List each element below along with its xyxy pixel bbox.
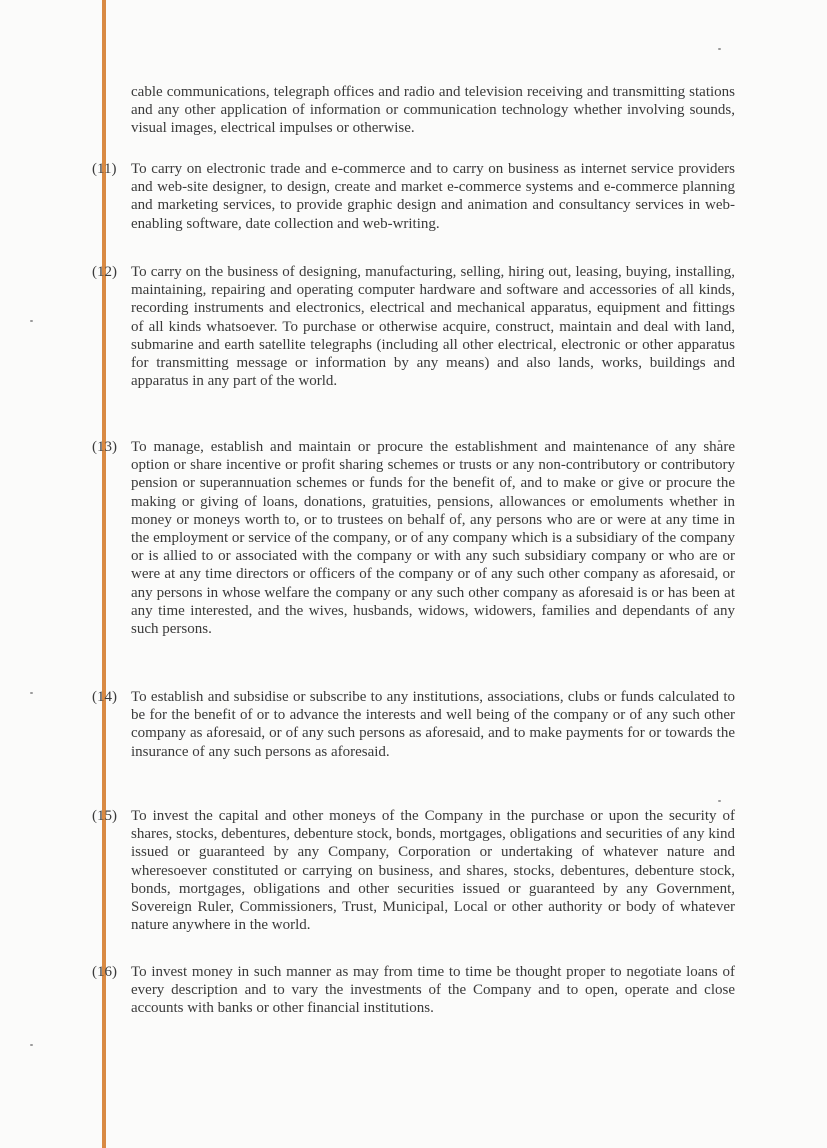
paragraph-13	[92, 438, 735, 638]
paragraph-number: (12)	[92, 264, 117, 280]
scan-speck	[30, 692, 33, 694]
paragraph-text: To carry on electronic trade and e-commerce and to carry on business as internet service providers and web-site designer, to design, create and market e-commerce systems and e-commerce planning and marketing services, to provide graphic design and animation and consultancy services in web-enabling software, date collection and web-writing.	[131, 161, 735, 232]
paragraph-number: (16)	[92, 964, 117, 980]
paragraph-11	[92, 160, 735, 233]
paragraph-number: (13)	[92, 439, 117, 455]
paragraph-16	[92, 963, 735, 1018]
paragraph-15	[92, 807, 735, 934]
paragraph-text: To establish and subsidise or subscribe to any institutions, associations, clubs or funds calculated to be for the benefit of or to advance the interests and well being of the company or of any such other company as aforesaid, or of any such persons as aforesaid, and to make payments for or towards the insurance of any such persons as aforesaid.	[131, 689, 735, 760]
paragraph-text: To carry on the business of designing, manufacturing, selling, hiring out, leasing, buying, installing, maintaining, repairing and operating computer hardware and software and accessories of all kinds, recording instruments and electronics, electrical and mechanical apparatus, equipment and fittings of all kinds whatsoever. To purchase or otherwise acquire, construct, maintain and deal with land, submarine and earth satellite telegraphs (including all other electrical, electronic or other apparatus for transmitting message or information by any means) and also lands, works, buildings and apparatus in any part of the world.	[131, 264, 735, 390]
scan-speck	[718, 800, 721, 802]
scan-speck	[718, 48, 721, 50]
paragraph-number: (15)	[92, 808, 117, 824]
paragraph-continuation	[92, 83, 735, 138]
paragraph-text: To manage, establish and maintain or procure the establishment and maintenance of any share option or share incentive or profit sharing schemes or trusts or any non-contributory or contributory pension or superannuation schemes or funds for the benefit of, and to make or give or procure the making or giving of loans, donations, gratuities, pensions, allowances or emoluments whether in money or moneys worth to, or to trustees on behalf of, any persons who are or were at any time in the employment or service of the company, or of any company which is a subsidiary of the company or is allied to or associated with the company or with any such subsidiary company or who are or were at any time directors or officers of the company or of any such other company as aforesaid, or any persons in whose welfare the company or any such other company as aforesaid is or has been at any time interested, and the wives, husbands, widows, widowers, families and dependants of any such persons.	[131, 439, 735, 638]
paragraph-12	[92, 263, 735, 390]
paragraph-text: cable communications, telegraph offices and radio and television receiving and transmitting stations and any other application of information or communication technology whether involving sounds, visual images, electrical impulses or otherwise.	[131, 84, 735, 137]
paragraph-text: To invest money in such manner as may from time to time be thought proper to negotiate loans of every description and to vary the investments of the Company and to open, operate and close accounts with banks or other financial institutions.	[131, 964, 735, 1017]
scan-speck	[30, 1044, 33, 1046]
paragraph-number: (11)	[92, 161, 117, 177]
paragraph-14	[92, 688, 735, 761]
scan-speck	[30, 320, 33, 322]
paragraph-number: (14)	[92, 689, 117, 705]
paragraph-text: To invest the capital and other moneys of the Company in the purchase or upon the security of shares, stocks, debentures, debenture stock, bonds, mortgages, obligations and securities of any kind issued or guaranteed by any Company, Corporation or undertaking of whatever nature and wheresoever constituted or carrying on business, and shares, stocks, debentures, debenture stock, bonds, mortgages, obligations and other securities issued or guaranteed by any Government, Sovereign Ruler, Commissioners, Trust, Municipal, Local or other authority or body of whatever nature anywhere in the world.	[131, 808, 735, 934]
